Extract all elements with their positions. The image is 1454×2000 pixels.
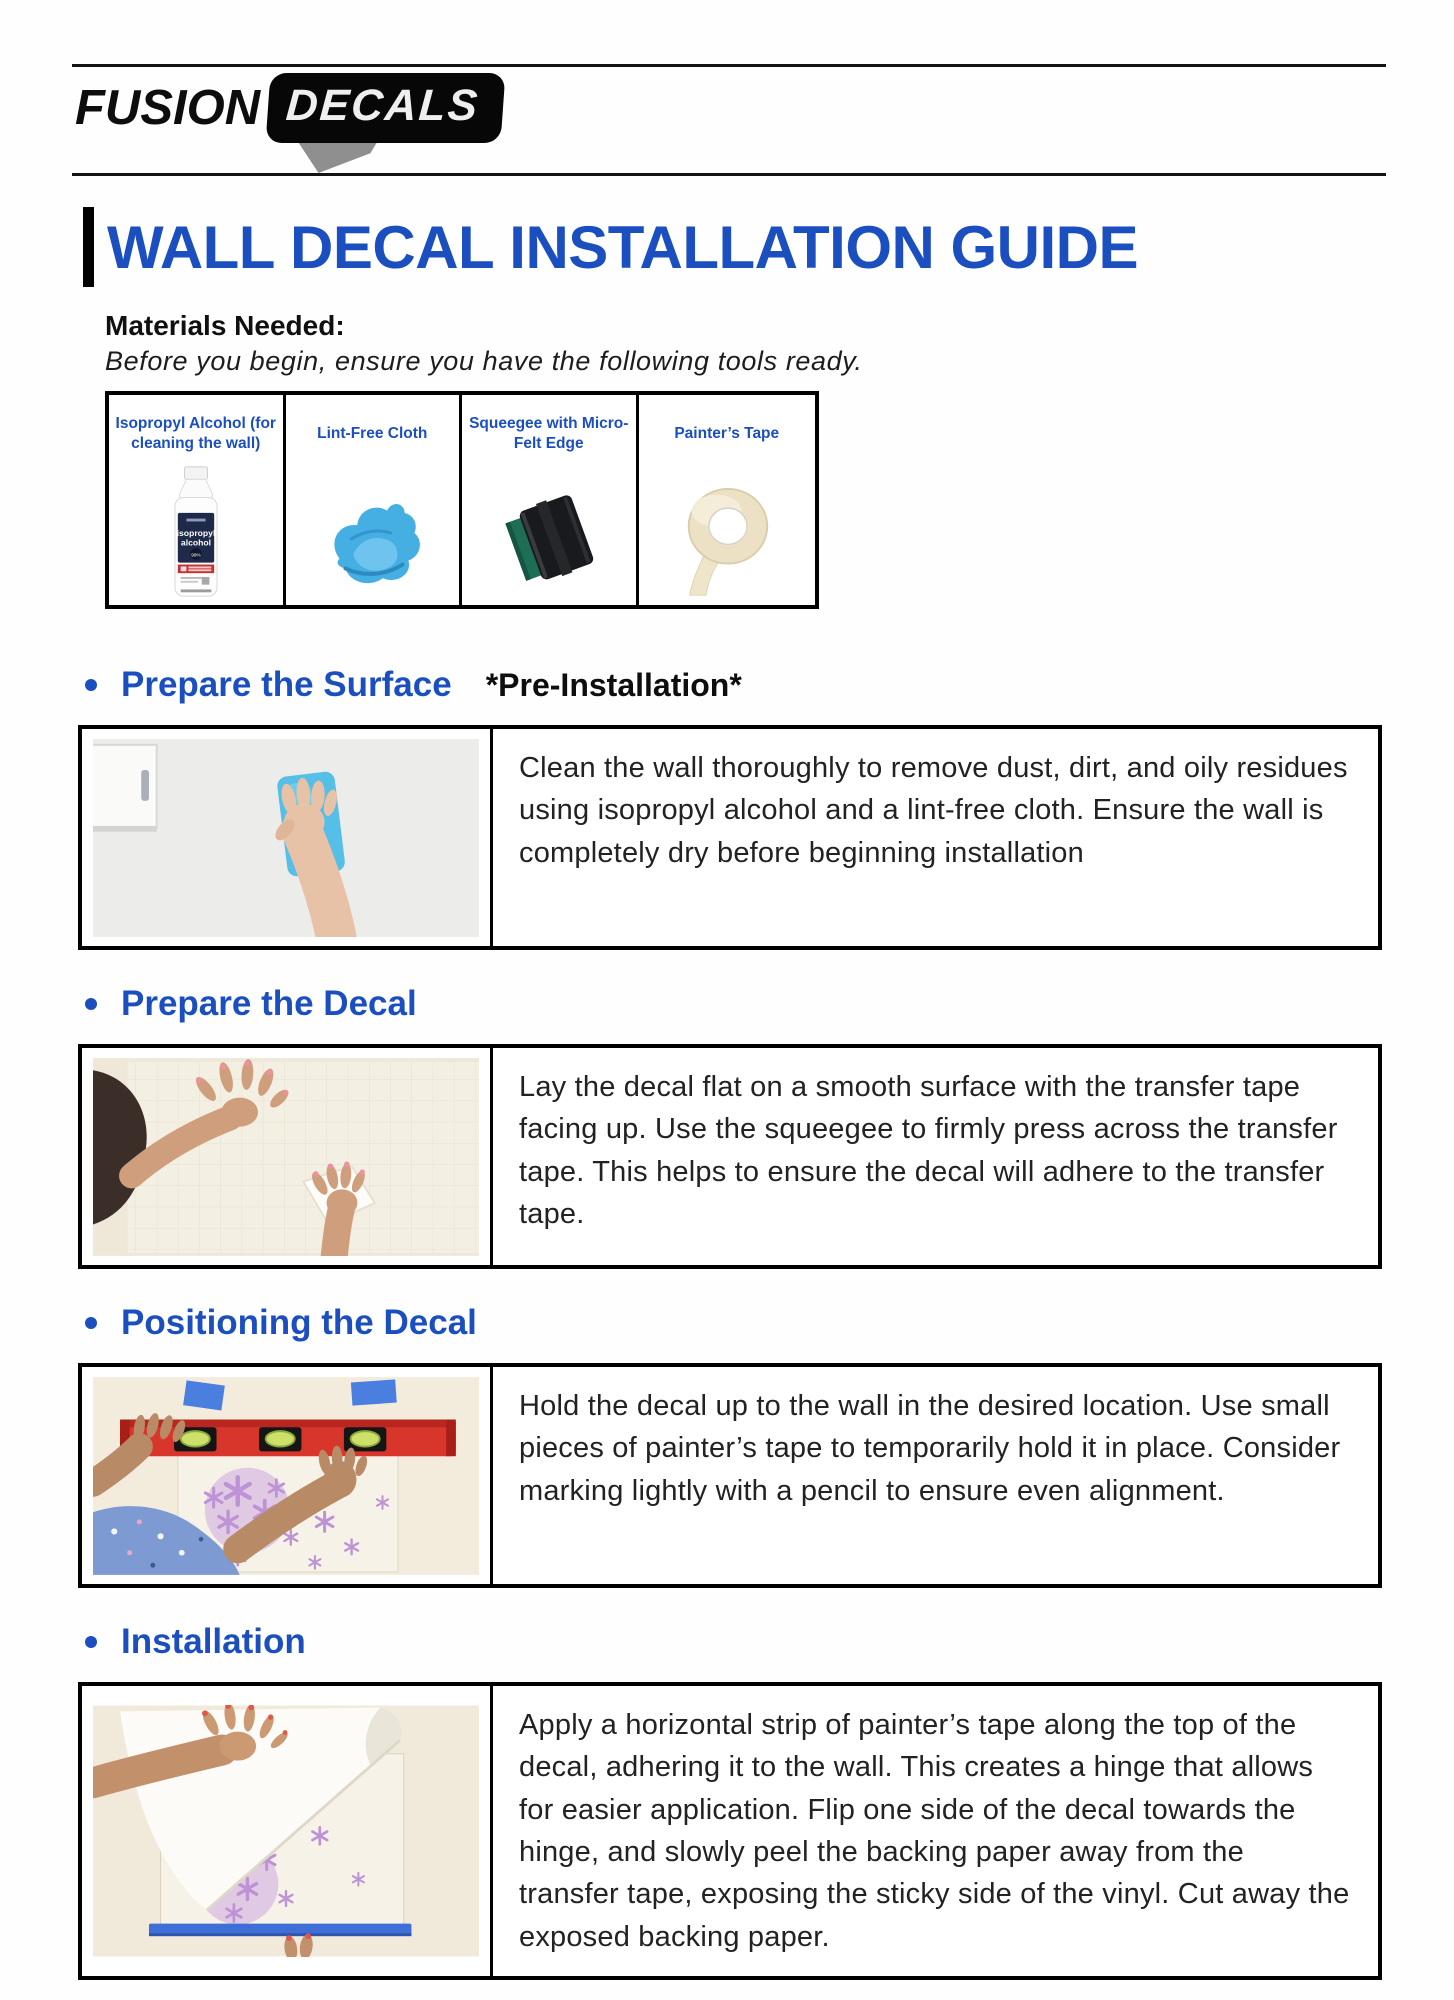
section-title: Positioning the Decal <box>121 1303 477 1342</box>
section-body: Apply a horizontal strip of painter’s tape along the top of the decal, adhering it to the wall. This creates a hinge that allows for easier application. Flip one side of the decal towards the hinge, and slowly peel the backing paper away from the transfer tape, exposing the sticky side of the vinyl. Cut away the exposed backing paper. <box>519 1709 1350 1953</box>
page-title-text: WALL DECAL INSTALLATION GUIDE <box>107 213 1139 281</box>
section-heading-installation <box>85 1618 1454 1666</box>
section-box-prepare-surface <box>78 725 1382 950</box>
section-body: Clean the wall thoroughly to remove dust, dirt, and oily residues using isopropyl alcohol and a lint-free cloth. Ensure the wall is completely dry before beginning installation <box>519 752 1348 869</box>
svg-text:isopropyl: isopropyl <box>176 527 216 538</box>
section-title: Prepare the Decal <box>121 984 417 1023</box>
brand-logo <box>75 73 1454 173</box>
bullet-icon <box>85 998 97 1010</box>
isopropyl-bottle-icon <box>136 465 256 599</box>
header-divider <box>72 173 1386 176</box>
peel-backing-photo <box>82 1686 493 1976</box>
material-cell-cloth <box>286 395 463 605</box>
materials-subheading: Before you begin, ensure you have the following tools ready. <box>105 346 863 376</box>
brand-decals-text: DECALS <box>266 73 506 143</box>
bullet-icon <box>85 1636 97 1648</box>
section-heading-prepare-decal <box>85 980 1454 1028</box>
brand-badge <box>268 73 503 143</box>
section-body: Lay the decal flat on a smooth surface with the transfer tape facing up. Use the squeegee to firmly press across the transfer tape. This helps to ensure the decal will adhere to the transfer tape. <box>519 1071 1338 1230</box>
material-label: Isopropyl Alcohol (for cleaning the wall) <box>115 414 276 452</box>
material-cell-tape <box>639 395 816 605</box>
lint-free-cloth-icon <box>308 465 436 599</box>
section-title: Installation <box>121 1622 306 1661</box>
material-label: Painter’s Tape <box>674 424 780 442</box>
material-cell-alcohol <box>109 395 286 605</box>
svg-text:alcohol: alcohol <box>180 537 211 548</box>
squeegee-icon <box>485 465 613 599</box>
section-note: *Pre-Installation* <box>485 666 742 703</box>
clean-wall-photo <box>82 729 493 946</box>
title-accent-bar <box>83 207 94 287</box>
material-cell-squeegee <box>462 395 639 605</box>
bullet-icon <box>85 679 97 691</box>
materials-table <box>105 391 819 609</box>
painters-tape-icon <box>663 465 791 599</box>
materials-heading: Materials Needed: <box>105 310 345 341</box>
page-title <box>83 204 1454 290</box>
brand-fusion-text: FUSION <box>75 81 261 135</box>
material-label: Lint-Free Cloth <box>317 424 428 442</box>
level-positioning-photo <box>82 1367 493 1584</box>
section-body: Hold the decal up to the wall in the desired location. Use small pieces of painter’s tape to temporarily hold it in place. Consider marking lightly with a pencil to ensure even alignment. <box>519 1390 1341 1507</box>
section-heading-prepare-surface <box>85 661 1454 709</box>
press-decal-photo <box>82 1048 493 1265</box>
material-label: Squeegee with Micro-Felt Edge <box>469 414 629 452</box>
bullet-icon <box>85 1317 97 1329</box>
section-box-installation <box>78 1682 1382 1980</box>
section-heading-positioning <box>85 1299 1454 1347</box>
svg-text:99%: 99% <box>190 553 201 559</box>
section-box-positioning <box>78 1363 1382 1588</box>
top-divider <box>72 64 1386 67</box>
section-box-prepare-decal <box>78 1044 1382 1269</box>
section-title: Prepare the Surface <box>121 665 452 704</box>
